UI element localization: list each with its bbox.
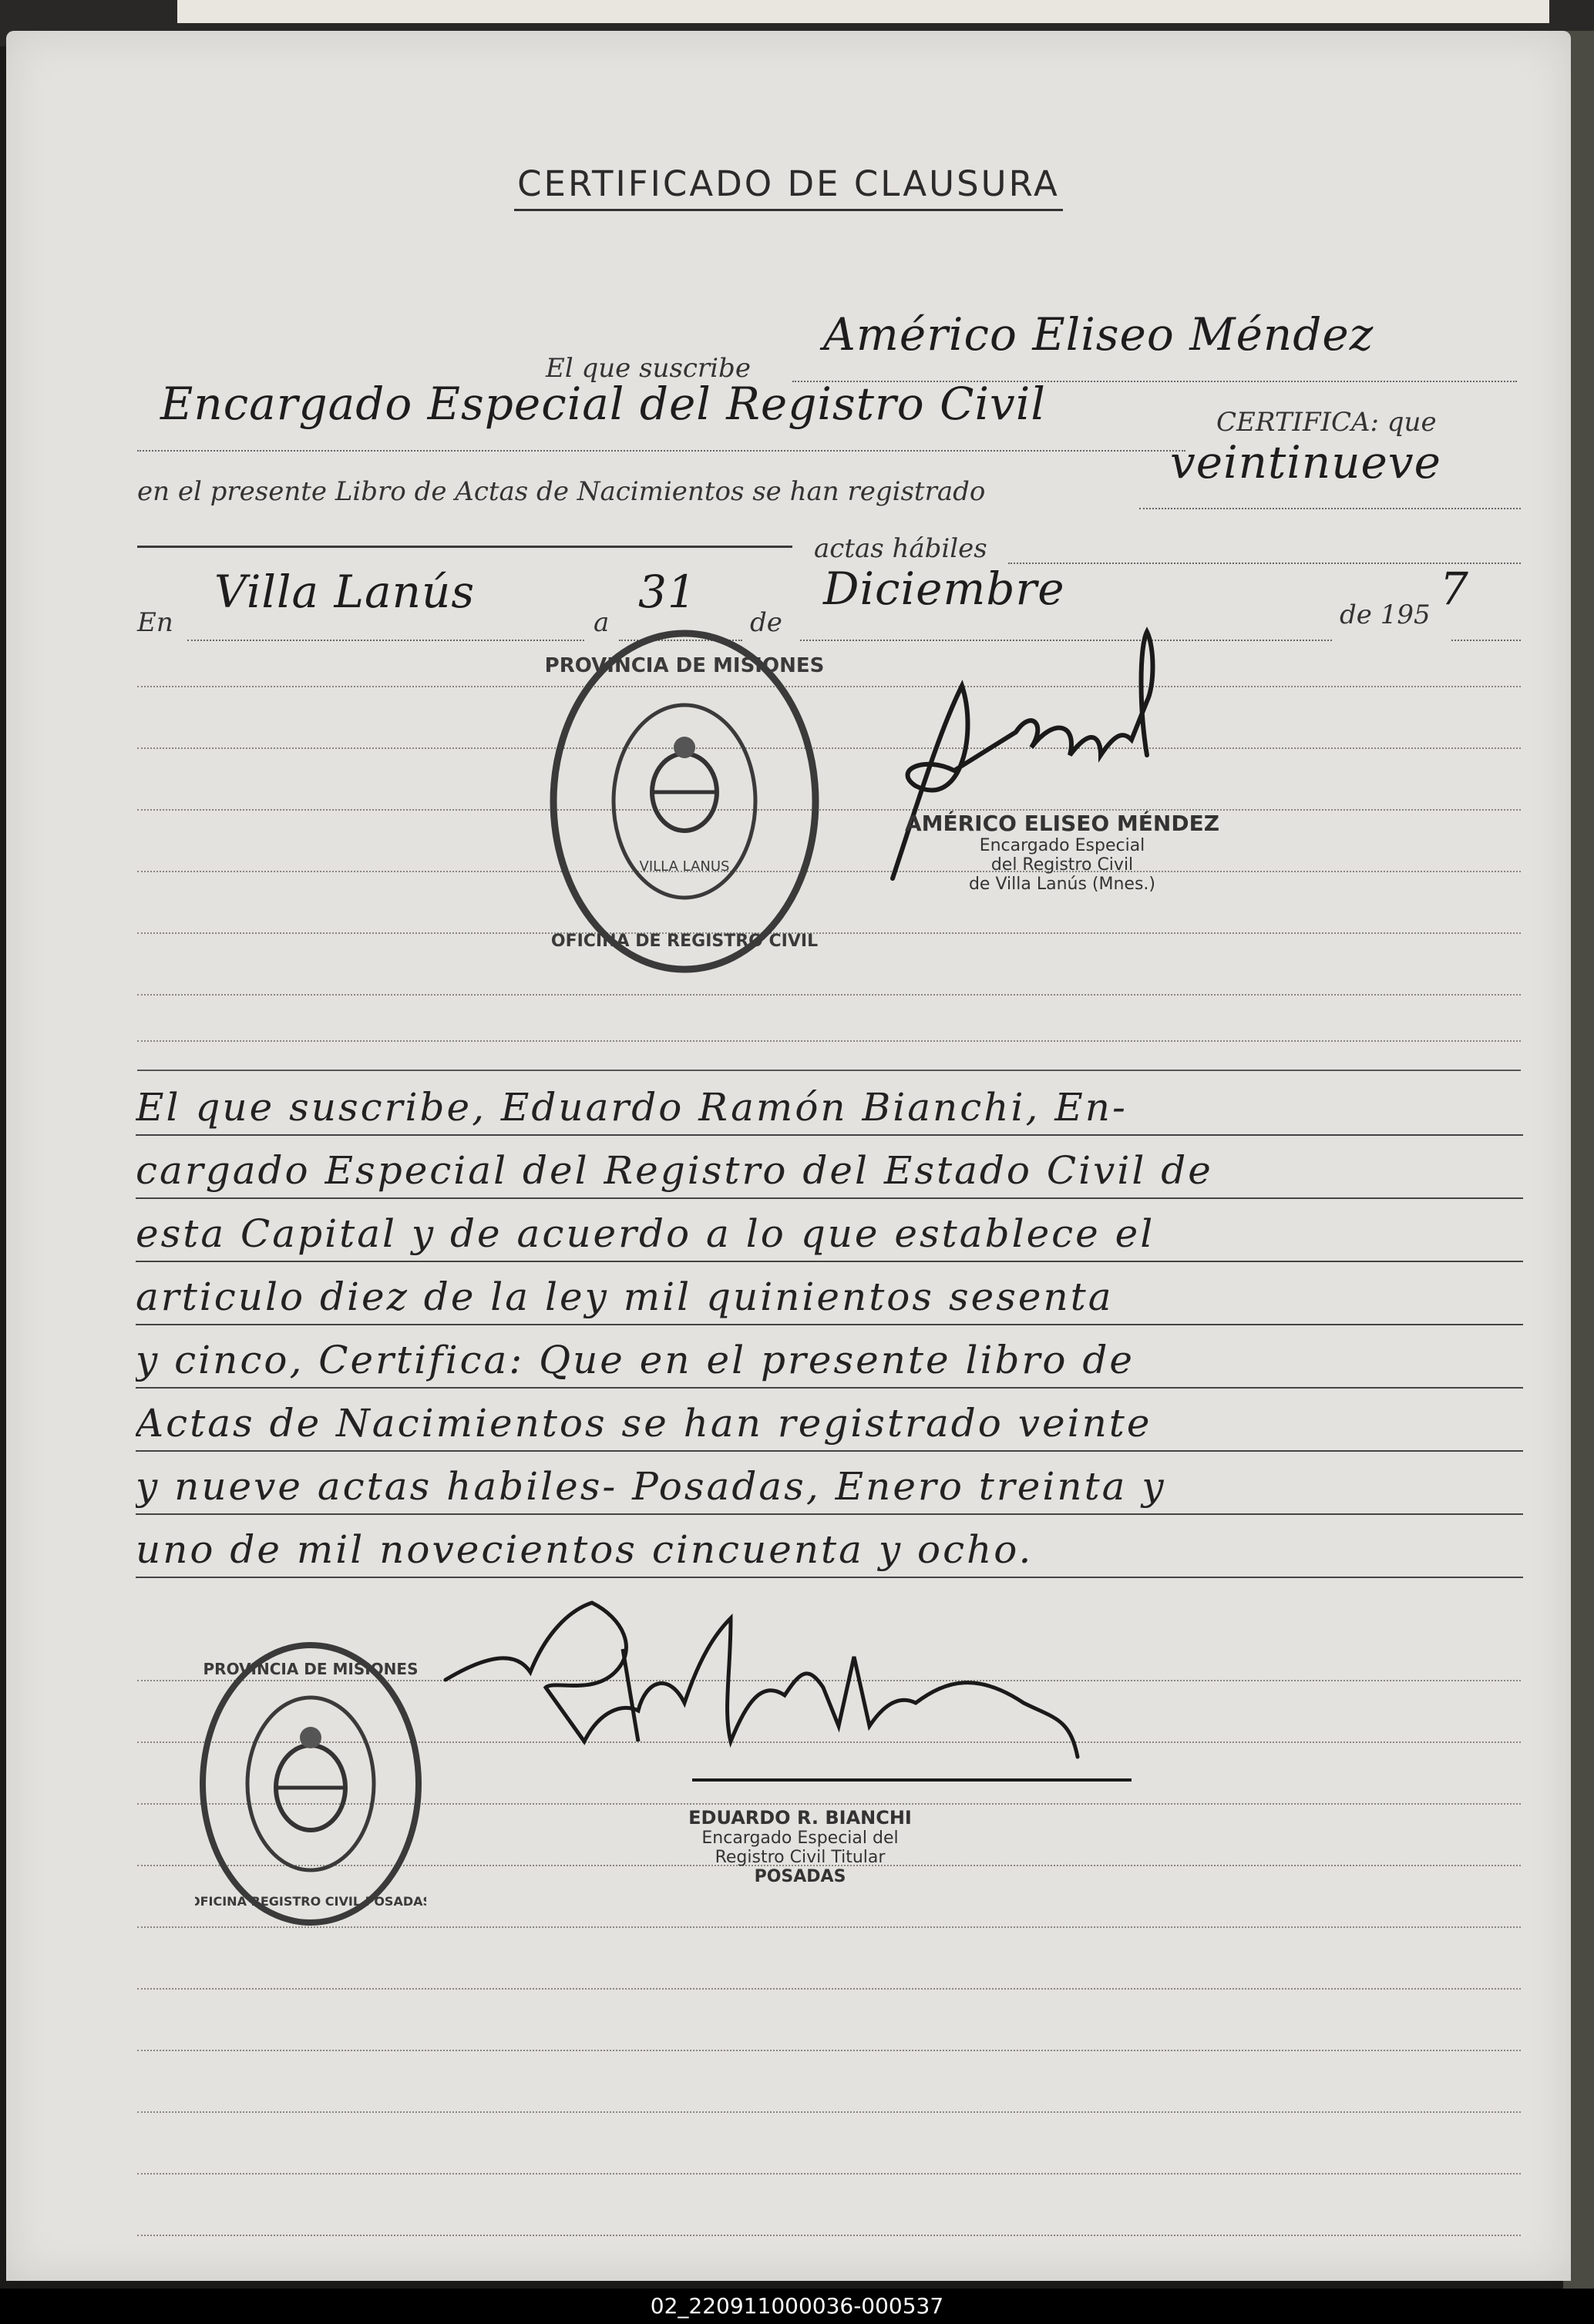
section-divider bbox=[137, 1070, 1521, 1071]
stamp-graphic bbox=[195, 1637, 426, 1930]
signature-role-line: Encargado Especial bbox=[979, 836, 1145, 855]
stamp-bottom-text: OFICINA REGISTRO CIVIL POSADAS bbox=[195, 1894, 426, 1909]
stamp-top-text: PROVINCIA DE MISIONES bbox=[203, 1660, 419, 1678]
page-title bbox=[6, 163, 1571, 204]
previous-page-edge bbox=[177, 0, 1549, 23]
signature-block-bianchi bbox=[646, 1807, 954, 1886]
ruled-line bbox=[137, 932, 1521, 934]
signature-name: AMÉRICO ELISEO MÉNDEZ bbox=[904, 811, 1220, 836]
handwritten-line: El que suscribe, Eduardo Ramón Bianchi, En- bbox=[136, 1085, 1523, 1136]
book-text-label: en el presente Libro de Actas de Nacimientos se han registrado bbox=[137, 476, 986, 507]
signature-bianchi bbox=[438, 1587, 1301, 1803]
ruled-line bbox=[137, 2235, 1521, 2236]
de-label: de bbox=[750, 607, 782, 638]
year-label: de 195 bbox=[1340, 599, 1431, 630]
signature-role-line: Registro Civil Titular bbox=[715, 1848, 886, 1867]
ruled-line bbox=[137, 871, 1521, 872]
pen-strike-line bbox=[137, 546, 792, 548]
registry-stamp-villa-lanus bbox=[546, 624, 823, 979]
en-label: En bbox=[137, 607, 173, 638]
certifica-label: CERTIFICA: que bbox=[1216, 407, 1437, 438]
day-handwritten: 31 bbox=[638, 566, 697, 618]
a-label: a bbox=[594, 607, 610, 638]
signer-name-handwritten: Américo Eliseo Méndez bbox=[823, 308, 1374, 361]
handwritten-line: esta Capital y de acuerdo a lo que establece el bbox=[136, 1211, 1523, 1262]
year-field bbox=[1451, 604, 1521, 641]
signature-block-mendez bbox=[869, 811, 1255, 894]
signature-role-line: POSADAS bbox=[754, 1867, 846, 1886]
handwritten-line: cargado Especial del Registro del Estado Civil de bbox=[136, 1148, 1523, 1199]
ruled-line bbox=[137, 994, 1521, 996]
ruled-line bbox=[137, 1040, 1521, 1042]
ruled-line bbox=[137, 686, 1521, 687]
signature-name: EDUARDO R. BIANCHI bbox=[688, 1807, 912, 1829]
intro-label: El que suscribe bbox=[546, 353, 751, 384]
ruled-line bbox=[137, 809, 1521, 811]
signature-role-line: Encargado Especial del bbox=[701, 1829, 899, 1848]
signature-role-line: del Registro Civil bbox=[990, 855, 1134, 875]
year-digit-handwritten: 7 bbox=[1440, 563, 1469, 615]
stamp-inner-text: VILLA LANUS bbox=[639, 858, 730, 875]
document-page bbox=[6, 31, 1571, 2281]
handwritten-line: Actas de Nacimientos se han registrado veinte bbox=[136, 1401, 1523, 1452]
ruled-line bbox=[137, 747, 1521, 749]
image-id-footer bbox=[0, 2289, 1594, 2324]
handwritten-line: articulo diez de la ley mil quinientos sesenta bbox=[136, 1275, 1523, 1325]
handwritten-line: uno de mil novecientos cincuenta y ocho. bbox=[136, 1527, 1523, 1578]
count-handwritten: veintinueve bbox=[1170, 436, 1441, 489]
ruled-line bbox=[137, 2050, 1521, 2051]
stamp-graphic bbox=[546, 624, 823, 979]
month-handwritten: Diciembre bbox=[823, 563, 1065, 615]
registry-stamp-posadas bbox=[195, 1637, 426, 1930]
signature-role-line: de Villa Lanús (Mnes.) bbox=[968, 875, 1156, 894]
ruled-line bbox=[137, 1988, 1521, 1990]
ruled-line bbox=[137, 2111, 1521, 2113]
handwritten-line: y nueve actas habiles- Posadas, Enero treinta y bbox=[136, 1464, 1523, 1515]
stamp-top-text: PROVINCIA DE MISIONES bbox=[546, 654, 823, 677]
signer-role-handwritten: Encargado Especial del Registro Civil bbox=[160, 378, 1046, 430]
title-text: CERTIFICADO DE CLAUSURA bbox=[514, 163, 1063, 211]
stamp-bottom-text: OFICINA DE REGISTRO CIVIL bbox=[550, 932, 819, 951]
ruled-line bbox=[137, 2173, 1521, 2175]
image-id-label: 02_220911000036-000537 bbox=[650, 2293, 944, 2319]
signature-bianchi-graphic bbox=[438, 1587, 1301, 1803]
handwritten-line: y cinco, Certifica: Que en el presente libro de bbox=[136, 1338, 1523, 1389]
place-handwritten: Villa Lanús bbox=[214, 566, 476, 618]
actas-label: actas hábiles bbox=[814, 533, 987, 564]
